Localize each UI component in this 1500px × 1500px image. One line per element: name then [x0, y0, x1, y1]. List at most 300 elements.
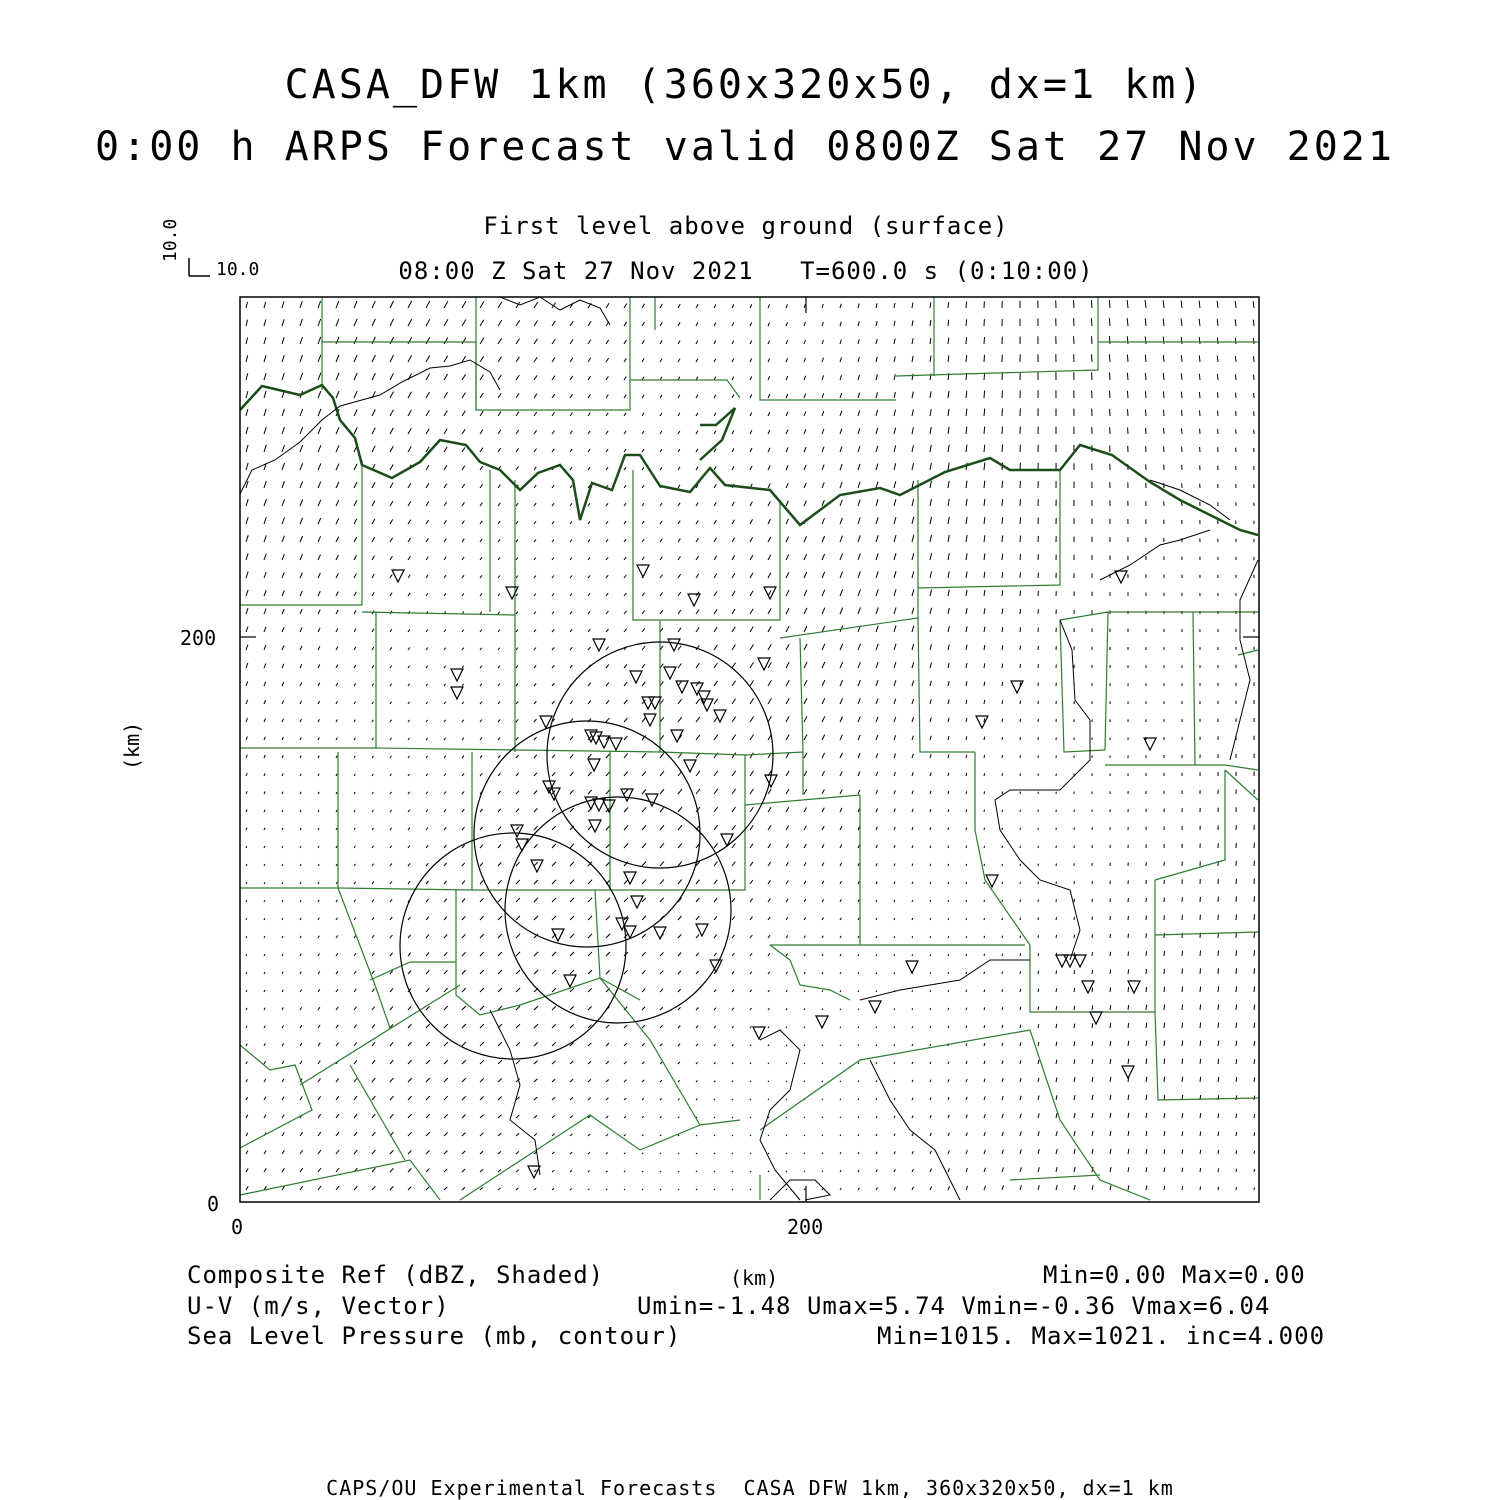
wind-vector: [804, 447, 806, 452]
wind-vector: [498, 1079, 502, 1083]
wind-vector: [624, 1025, 627, 1028]
wind-vector: [714, 771, 718, 776]
wind-vector: [894, 339, 895, 344]
wind-vector: [858, 357, 859, 362]
wind-vector: [984, 590, 985, 596]
wind-vector: [408, 593, 410, 596]
wind-vector: [768, 430, 770, 434]
wind-vector: [804, 698, 807, 704]
wind-vector: [678, 556, 681, 560]
wind-vector: [750, 1171, 751, 1172]
wind-vector: [480, 755, 482, 758]
station-triangle: [603, 800, 615, 812]
wind-vector: [750, 972, 752, 975]
wind-vector: [840, 482, 842, 488]
wind-vector: [516, 684, 518, 687]
wind-vector: [768, 680, 771, 686]
wind-vector: [462, 702, 464, 704]
wind-vector: [1128, 952, 1129, 957]
wind-vector: [372, 738, 373, 740]
wind-vector: [552, 1188, 554, 1190]
wind-vector: [354, 482, 357, 488]
wind-vector: [372, 1132, 375, 1136]
wind-vector: [1164, 1077, 1165, 1082]
wind-vector: [588, 880, 592, 884]
wind-vector: [318, 1061, 320, 1064]
wind-vector: [372, 1186, 375, 1190]
wind-vector: [930, 1044, 931, 1046]
wind-vector: [534, 412, 537, 416]
wind-vector: [1038, 1024, 1039, 1028]
wind-vector: [462, 502, 465, 506]
wind-vector: [786, 753, 789, 758]
wind-vector: [1020, 918, 1021, 920]
wind-vector: [534, 467, 536, 470]
wind-vector: [912, 356, 913, 362]
wind-vector: [876, 303, 877, 308]
wind-vector: [390, 373, 394, 380]
y-axis-label: (km): [120, 721, 144, 770]
wind-vector: [786, 394, 788, 398]
wind-vector: [840, 590, 843, 596]
wind-vector: [966, 663, 967, 668]
wind-vector: [948, 571, 949, 578]
wind-vector: [696, 699, 700, 704]
wind-vector: [786, 322, 788, 326]
station-triangle: [552, 929, 564, 941]
wind-vector: [588, 321, 591, 326]
wind-vector: [498, 302, 502, 308]
wind-vector: [426, 988, 429, 992]
wind-vector: [876, 827, 877, 830]
wind-vector: [1074, 300, 1075, 308]
wind-vector: [1074, 1041, 1075, 1046]
wind-vector: [462, 1006, 466, 1010]
wind-vector: [912, 303, 913, 308]
wind-vector: [426, 557, 428, 560]
wind-vector: [1020, 627, 1021, 632]
wind-vector: [372, 953, 374, 956]
wind-vector: [714, 395, 716, 398]
wind-vector: [966, 302, 967, 308]
wind-vector: [1128, 1185, 1129, 1190]
wind-vector: [444, 1024, 448, 1028]
wind-vector: [750, 1189, 751, 1190]
wind-vector: [840, 1135, 841, 1137]
wind-vector: [552, 755, 555, 758]
wind-vector: [588, 521, 590, 524]
wind-vector: [354, 647, 356, 650]
wind-vector: [858, 972, 859, 974]
wind-vector: [948, 1168, 950, 1172]
wind-vector: [678, 592, 681, 596]
wind-vector: [462, 429, 465, 434]
wind-vector: [804, 789, 807, 794]
wind-vector: [768, 376, 770, 380]
wind-vector: [912, 1044, 913, 1046]
wind-vector: [606, 772, 610, 776]
wind-vector: [804, 1117, 805, 1118]
wind-vector: [786, 844, 789, 848]
wind-vector: [1218, 1132, 1219, 1136]
wind-vector: [660, 557, 662, 560]
wind-vector: [1146, 410, 1147, 417]
wind-vector: [732, 645, 735, 650]
wind-vector: [372, 756, 373, 758]
wind-vector: [750, 898, 753, 902]
wind-vector: [444, 1060, 448, 1064]
wind-vector: [1020, 1007, 1021, 1010]
wind-vector: [1002, 1025, 1003, 1028]
wind-vector: [516, 666, 518, 668]
wind-vector: [624, 467, 626, 470]
wind-vector: [498, 934, 502, 938]
wind-vector: [768, 1045, 769, 1046]
wind-vector: [1002, 517, 1003, 524]
wind-vector: [930, 954, 931, 956]
wind-vector: [966, 972, 967, 974]
wind-vector: [822, 465, 824, 470]
wind-vector: [372, 519, 375, 524]
wind-vector: [282, 627, 284, 632]
wind-vector: [1146, 1167, 1147, 1172]
wind-vector: [498, 1170, 501, 1173]
wind-vector: [372, 1150, 375, 1154]
wind-vector: [804, 590, 807, 596]
wind-vector: [480, 448, 483, 452]
wind-vector: [858, 881, 859, 884]
wind-vector: [750, 645, 753, 651]
wind-vector: [804, 483, 806, 488]
wind-vector: [444, 1078, 448, 1082]
wind-vector: [462, 374, 466, 380]
wind-vector: [732, 359, 734, 362]
wind-vector: [1002, 737, 1003, 740]
station-triangle: [1074, 955, 1086, 967]
wind-vector: [894, 1062, 895, 1064]
station-triangle: [564, 975, 576, 987]
wind-vector: [1002, 773, 1003, 776]
wind-vector: [426, 648, 428, 650]
wind-vector: [912, 662, 914, 668]
wind-vector: [336, 828, 337, 830]
wind-vector: [246, 445, 248, 452]
wind-vector: [930, 320, 931, 326]
wind-vector: [876, 446, 878, 452]
wind-vector: [1218, 986, 1219, 992]
wind-vector: [1146, 1005, 1147, 1010]
wind-vector: [1217, 356, 1218, 362]
wind-vector: [840, 375, 842, 380]
wind-vector: [786, 954, 788, 956]
legend-pressure-stats: Min=1015. Max=1021. inc=4.000: [877, 1322, 1326, 1350]
wind-vector: [804, 716, 807, 722]
wind-vector: [480, 898, 483, 902]
wind-vector: [498, 720, 500, 723]
wind-vector: [318, 319, 321, 326]
station-triangle: [616, 918, 628, 930]
wind-vector: [264, 755, 265, 758]
wind-vector: [930, 571, 932, 578]
wind-vector: [714, 1135, 715, 1136]
wind-vector: [876, 882, 877, 885]
wind-vector: [858, 1009, 859, 1010]
wind-vector: [498, 791, 501, 794]
wind-vector: [732, 717, 736, 722]
wind-vector: [876, 608, 878, 615]
wind-vector: [750, 573, 753, 578]
wind-vector: [930, 972, 931, 974]
wind-vector: [660, 359, 662, 362]
wind-vector: [930, 846, 931, 848]
wind-vector: [354, 828, 355, 830]
wind-vector: [984, 554, 985, 561]
wind-vector: [732, 807, 736, 812]
wind-vector: [318, 683, 320, 686]
wind-vector: [624, 322, 627, 326]
wind-vector: [1200, 410, 1201, 416]
wind-vector: [390, 917, 392, 920]
wind-vector: [282, 1043, 284, 1046]
wind-vector: [570, 321, 573, 326]
wind-vector: [948, 320, 949, 326]
wind-vector: [300, 1097, 302, 1101]
wind-vector: [786, 789, 789, 794]
wind-vector: [624, 485, 626, 488]
wind-vector: [948, 355, 949, 362]
wind-vector: [804, 536, 807, 542]
wind-vector: [426, 774, 428, 776]
wind-vector: [948, 718, 949, 722]
wind-vector: [858, 1045, 859, 1046]
wind-vector: [858, 735, 860, 740]
wind-vector: [390, 774, 391, 776]
wind-vector: [966, 1097, 967, 1100]
wind-vector: [984, 900, 985, 902]
wind-vector: [534, 844, 538, 848]
wind-vector: [768, 501, 770, 506]
wind-vector: [1218, 1041, 1219, 1046]
wind-vector: [840, 1063, 841, 1064]
wind-vector: [246, 608, 248, 614]
wind-vector: [822, 644, 825, 650]
wind-vector: [426, 845, 428, 848]
wind-vector: [1253, 320, 1254, 326]
wind-vector: [444, 575, 446, 578]
wind-vector: [696, 359, 698, 362]
wind-vector: [750, 359, 752, 363]
wind-vector: [660, 1044, 662, 1046]
wind-vector: [948, 553, 949, 560]
wind-vector: [318, 337, 321, 344]
wind-vector: [750, 377, 752, 381]
wind-vector: [966, 936, 967, 938]
wind-vector: [516, 1133, 519, 1136]
wind-vector: [390, 702, 392, 704]
wind-vector: [570, 790, 574, 794]
wind-vector: [984, 972, 985, 974]
wind-vector: [606, 700, 609, 704]
wind-vector: [714, 359, 716, 362]
wind-vector: [390, 647, 392, 650]
wind-vector: [966, 409, 967, 416]
wind-vector: [408, 828, 410, 830]
wind-vector: [534, 898, 538, 902]
wind-vector: [282, 1008, 283, 1011]
wind-vector: [516, 594, 518, 596]
wind-vector: [354, 720, 355, 722]
wind-vector: [282, 1150, 284, 1154]
wind-vector: [408, 648, 410, 651]
wind-vector: [714, 825, 718, 830]
wind-vector: [894, 626, 896, 632]
wind-vector: [822, 972, 823, 974]
wind-vector: [1236, 986, 1237, 992]
wind-vector: [786, 1135, 787, 1136]
wind-vector: [534, 339, 537, 344]
wind-vector: [408, 935, 411, 938]
wind-vector: [408, 301, 412, 308]
wind-vector: [912, 1062, 913, 1064]
wind-vector: [840, 554, 843, 560]
wind-vector: [444, 684, 446, 686]
wind-vector: [354, 519, 357, 524]
wind-vector: [318, 971, 320, 974]
wind-vector: [750, 953, 752, 956]
wind-vector: [354, 665, 356, 668]
wind-vector: [444, 774, 446, 776]
wind-vector: [516, 393, 519, 398]
wind-vector: [498, 430, 501, 434]
wind-vector: [768, 953, 770, 956]
legend-reflectivity-stats: Min=0.00 Max=0.00: [1043, 1261, 1306, 1289]
wind-vector: [408, 1150, 412, 1154]
wind-vector: [606, 1098, 608, 1100]
wind-vector: [948, 809, 949, 812]
wind-vector: [336, 537, 339, 542]
wind-vector: [1002, 645, 1003, 650]
wind-vector: [246, 846, 247, 848]
wind-vector: [1020, 572, 1021, 578]
wind-vector: [660, 807, 664, 812]
wind-vector: [372, 319, 375, 326]
wind-vector: [858, 482, 860, 488]
wind-vector: [372, 917, 374, 920]
wind-vector: [372, 1024, 375, 1028]
wind-vector: [354, 409, 357, 416]
wind-vector: [750, 1045, 751, 1047]
wind-vector: [660, 575, 663, 579]
wind-vector: [1002, 1185, 1004, 1190]
wind-vector: [588, 593, 590, 596]
wind-vector: [804, 1135, 805, 1136]
wind-vector: [642, 807, 646, 812]
wind-vector: [948, 409, 949, 416]
wind-vector: [840, 393, 842, 398]
wind-vector: [1110, 1095, 1111, 1100]
wind-vector: [948, 1151, 949, 1155]
wind-vector: [264, 355, 266, 362]
wind-vector: [606, 790, 610, 794]
wind-vector: [498, 970, 502, 974]
wind-vector: [318, 738, 319, 741]
wind-vector: [300, 1061, 302, 1064]
wind-vector: [372, 574, 374, 578]
wind-vector: [750, 448, 752, 452]
wind-vector: [678, 610, 681, 614]
wind-vector: [1218, 1023, 1219, 1029]
wind-vector: [840, 735, 843, 740]
wind-vector: [912, 864, 913, 866]
wind-vector: [732, 573, 735, 578]
wind-vector: [912, 499, 914, 506]
wind-vector: [1002, 810, 1003, 812]
wind-vector: [858, 753, 860, 758]
wind-vector: [678, 304, 680, 308]
wind-vector: [822, 1063, 823, 1064]
wind-vector: [984, 391, 985, 398]
wind-vector: [1020, 554, 1021, 560]
wind-vector: [966, 608, 967, 614]
wind-vector: [786, 662, 789, 668]
wind-vector: [552, 862, 556, 866]
wind-vector: [930, 1187, 932, 1191]
wind-vector: [264, 773, 265, 776]
wind-vector: [876, 375, 877, 381]
wind-vector: [732, 753, 736, 758]
station-triangle: [906, 961, 918, 973]
wind-vector: [462, 466, 465, 470]
wind-vector: [822, 340, 824, 344]
wind-vector: [390, 301, 394, 308]
wind-vector: [696, 898, 699, 902]
station-triangle: [511, 825, 523, 837]
wind-vector: [696, 916, 699, 920]
wind-vector: [804, 608, 807, 614]
wind-vector: [804, 322, 806, 326]
wind-vector: [1128, 409, 1129, 416]
wind-vector: [750, 662, 753, 668]
wind-vector: [534, 357, 537, 362]
wind-vector: [876, 517, 878, 524]
wind-vector: [822, 662, 825, 668]
wind-vector: [768, 899, 770, 902]
wind-vector: [552, 737, 555, 740]
wind-vector: [462, 447, 465, 452]
wind-vector: [642, 485, 644, 488]
wind-vector: [498, 393, 501, 398]
wind-vector: [426, 1132, 430, 1136]
wind-vector: [768, 990, 770, 992]
station-triangle: [654, 927, 666, 939]
wind-vector: [354, 500, 357, 506]
wind-vector: [750, 789, 753, 794]
wind-vector: [894, 303, 895, 308]
wind-vector: [246, 1097, 248, 1100]
wind-vector: [984, 1007, 985, 1010]
wind-vector: [1038, 953, 1039, 956]
wind-vector: [786, 572, 789, 578]
wind-vector: [642, 718, 646, 722]
wind-vector: [804, 429, 806, 434]
wind-vector: [426, 301, 430, 308]
wind-vector: [984, 1150, 985, 1154]
wind-vector: [1038, 1113, 1039, 1118]
wind-vector: [1254, 1023, 1255, 1028]
wind-vector: [336, 665, 338, 668]
wind-vector: [660, 592, 663, 596]
wind-vector: [408, 684, 410, 686]
